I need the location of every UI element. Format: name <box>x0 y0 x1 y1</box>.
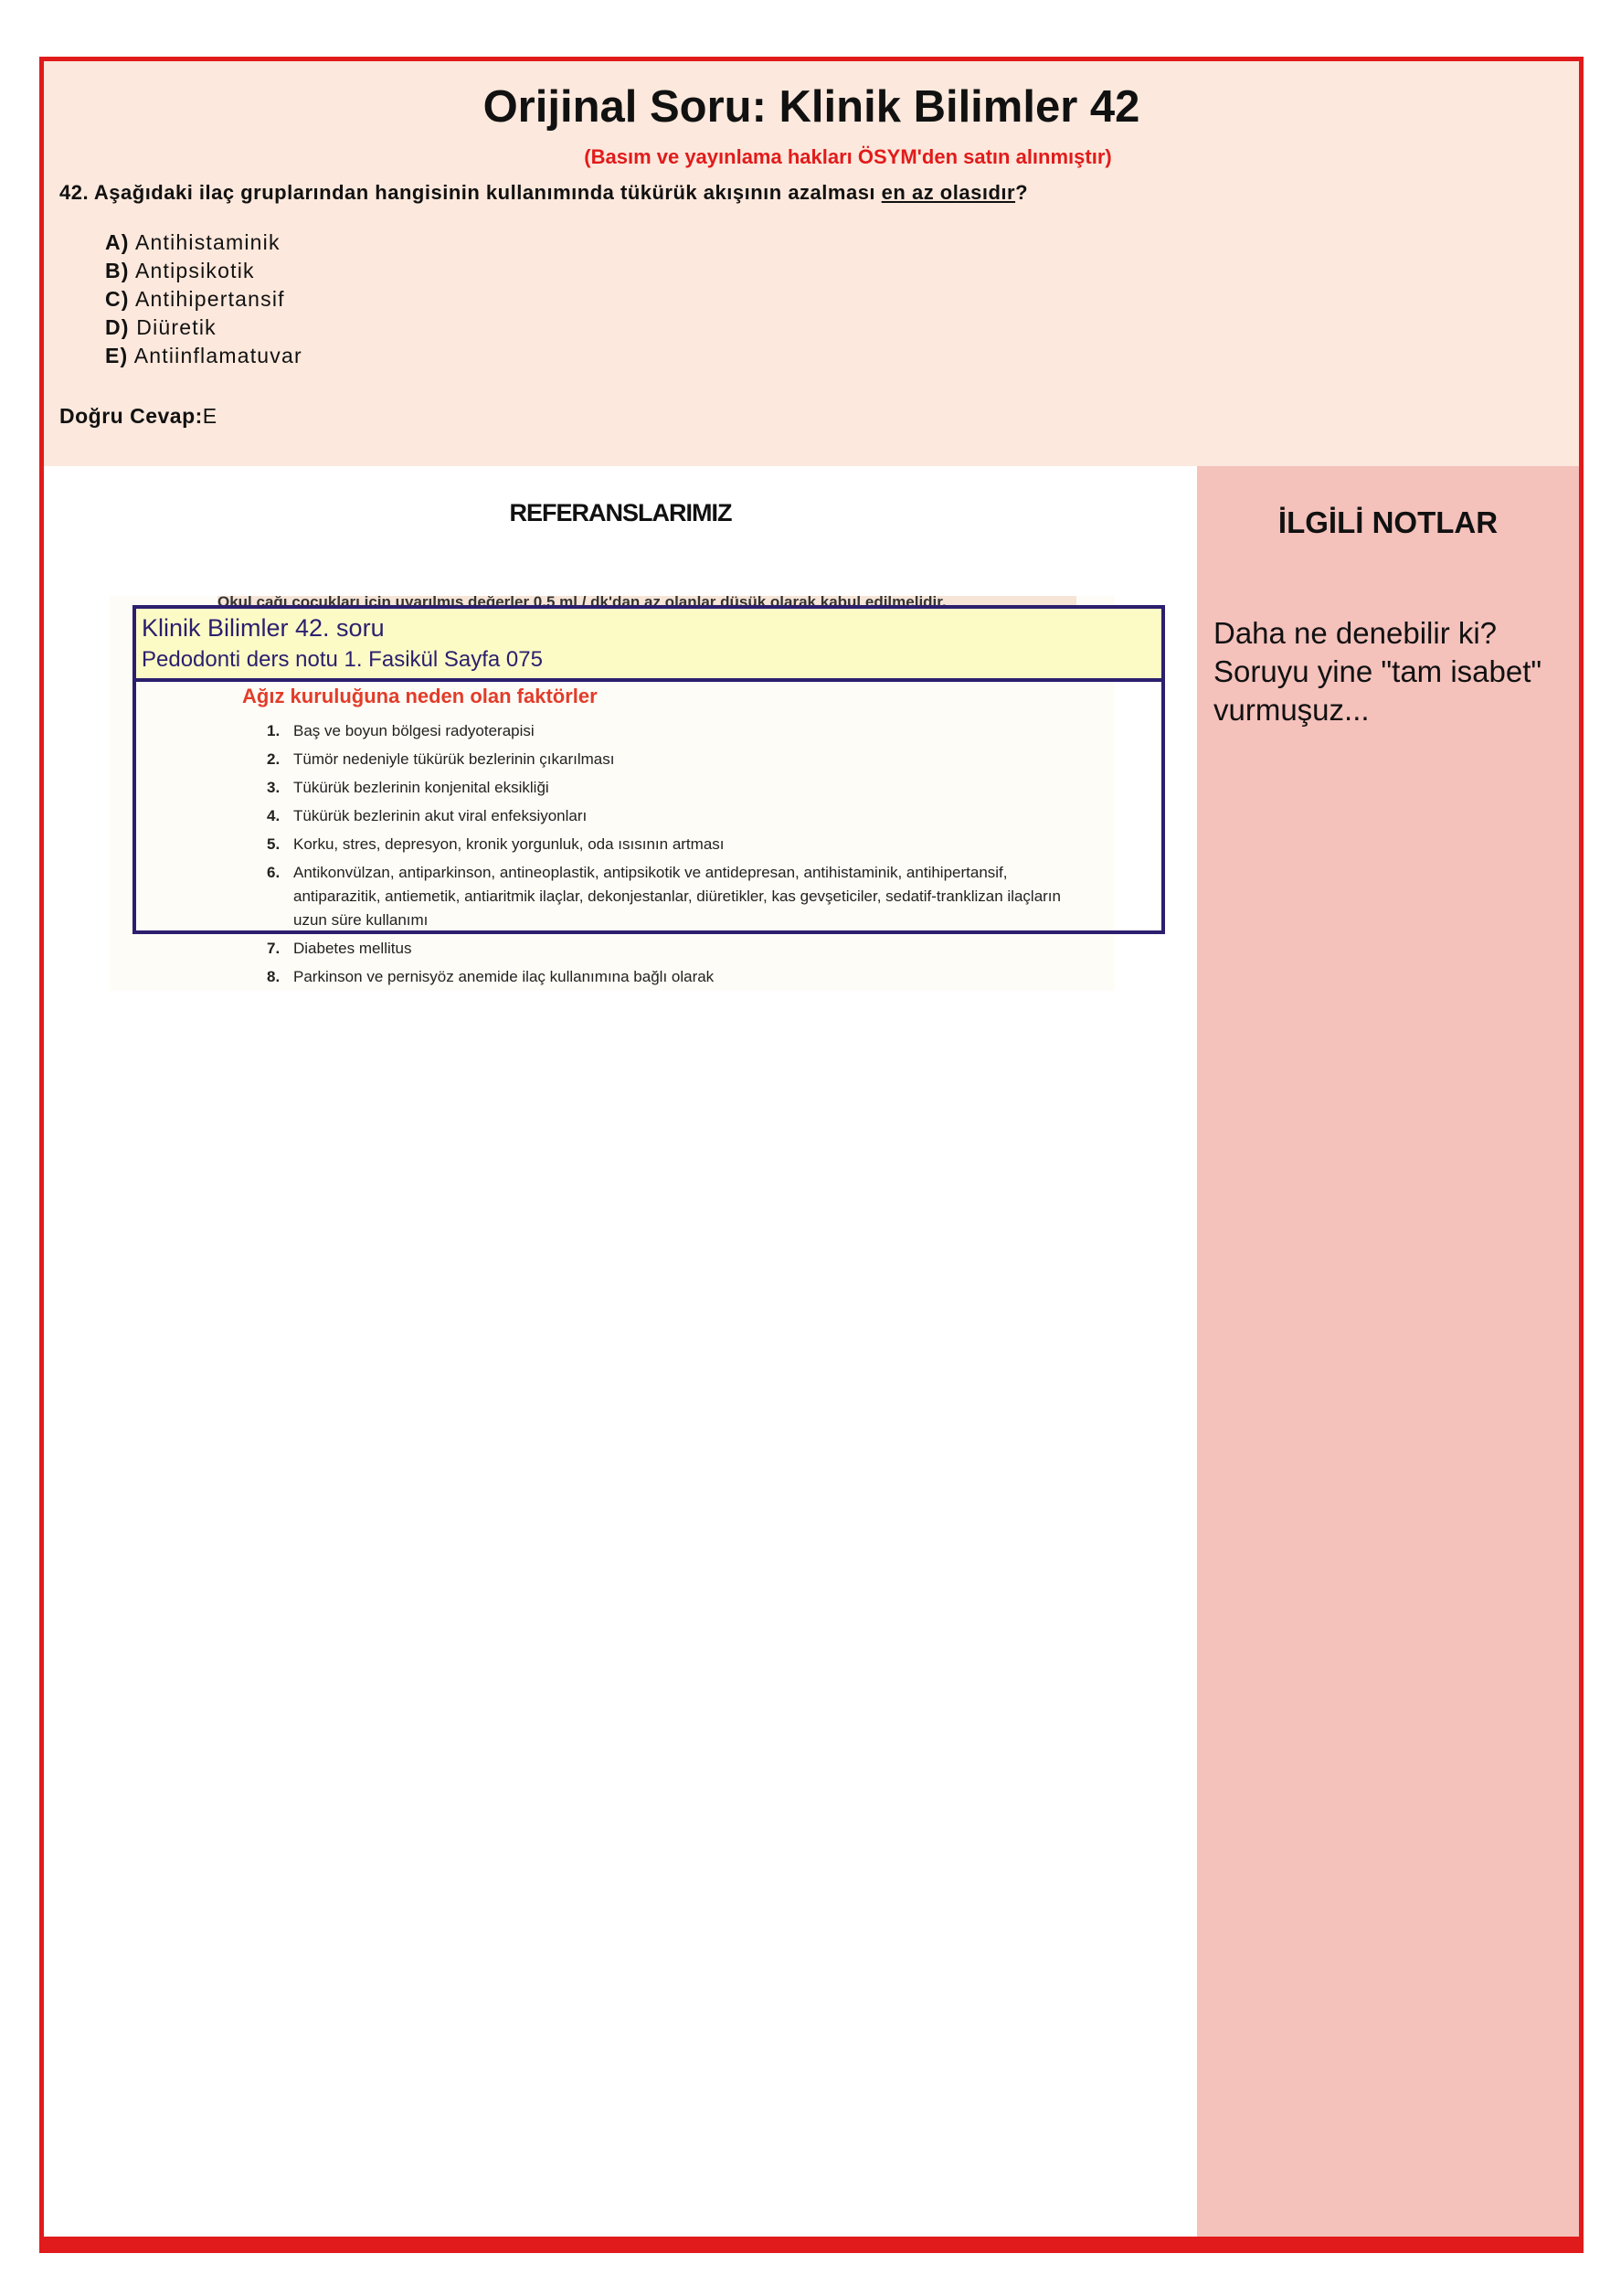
option-letter: A) <box>105 230 130 254</box>
scan-item-text: Tükürük bezlerinin akut viral enfeksiyonları <box>293 807 588 824</box>
scan-item-text: Korku, stres, depresyon, kronik yorgunluk, oda ısısının artması <box>293 835 725 853</box>
notes-title: İLGİLİ NOTLAR <box>1277 505 1499 539</box>
bottom-bar <box>39 2237 1584 2253</box>
scan-item-text: Tümör nedeniyle tükürük bezlerinin çıkarılması <box>293 750 615 768</box>
scan-item-number: 1. <box>267 722 281 739</box>
scan-item-number: 2. <box>267 750 281 768</box>
scan-item-text: Diabetes mellitus <box>293 940 412 957</box>
option-letter: B) <box>105 259 130 282</box>
answer-options <box>105 229 302 370</box>
scan-heading: Ağız kuruluğuna neden olan faktörler <box>242 685 598 707</box>
option-text: Antiinflamatuvar <box>133 344 302 367</box>
reference-box-header <box>136 609 1161 682</box>
option-text: Antihipertansif <box>135 287 285 311</box>
option-text: Diüretik <box>136 315 217 339</box>
option-a <box>105 229 302 257</box>
question-panel <box>44 61 1579 466</box>
scan-item-number: 3. <box>267 779 281 796</box>
option-text: Antipsikotik <box>135 259 255 282</box>
page-title: Orijinal Soru: Klinik Bilimler 42 <box>482 82 1140 132</box>
scan-item-number: 4. <box>267 807 281 824</box>
question-stem: Aşağıdaki ilaç gruplarından hangisinin kullanımında tükürük akışının azalması <box>93 181 876 204</box>
references-title: REFERANSLARIMIZ <box>509 499 732 526</box>
scan-item-number: 6. <box>267 864 281 881</box>
question-mark: ? <box>1015 181 1029 204</box>
page-frame <box>39 57 1584 2250</box>
scan-item-text: Parkinson ve pernisyöz anemide ilaç kullanımına bağlı olarak <box>293 968 715 985</box>
scan-item-text: Tükürük bezlerinin konjenital eksikliği <box>293 779 549 796</box>
option-c <box>105 285 302 314</box>
question-number: 42. <box>59 181 90 204</box>
scan-item-text: Baş ve boyun bölgesi radyoterapisi <box>293 722 535 739</box>
reference-highlight-box <box>132 605 1165 934</box>
scan-item-number: 7. <box>267 940 281 957</box>
references-panel <box>44 466 1197 2248</box>
copyright-note: (Basım ve yayınlama hakları ÖSYM'den satın alınmıştır) <box>584 145 1112 168</box>
scan-list-item <box>267 937 1071 961</box>
option-letter: E) <box>105 344 129 367</box>
notes-panel <box>1197 466 1579 2248</box>
correct-answer-label: Doğru Cevap: <box>59 404 203 428</box>
reference-box-title: Klinik Bilimler 42. soru <box>142 614 385 642</box>
notes-text: Daha ne denebilir ki? Soruyu yine "tam isabet" vurmuşuz... <box>1213 616 1542 727</box>
option-letter: D) <box>105 315 130 339</box>
option-e <box>105 342 302 370</box>
scan-item-text: Antikonvülzan, antiparkinson, antineoplastik, antipsikotik ve antidepresan, antihistaminik, antihipertansif, antiparazitik, antiemetik, antiaritmik ilaçlar, dekonjestanlar, diüretikler, kas gevşeticiler, sedatif-tranklizan ilaçların uzun süre kullanımı <box>293 864 1061 929</box>
scan-item-number: 8. <box>267 968 281 985</box>
scan-top-text: Okul çağı çocukları için uyarılmış değerler 0,5 ml / dk'dan az olanlar düşük olarak kabul edilmelidir. <box>217 596 1076 609</box>
correct-answer <box>59 404 217 429</box>
option-text: Antihistaminik <box>135 230 281 254</box>
option-letter: C) <box>105 287 130 311</box>
option-b <box>105 257 302 285</box>
correct-answer-value: E <box>202 404 217 428</box>
option-d <box>105 314 302 342</box>
scan-item-number: 5. <box>267 835 281 853</box>
reference-box-source: Pedodonti ders notu 1. Fasikül Sayfa 075 <box>142 647 543 672</box>
question-text <box>59 181 1028 205</box>
question-emphasis: en az olasıdır <box>881 181 1016 204</box>
scan-list-item <box>267 965 1071 989</box>
